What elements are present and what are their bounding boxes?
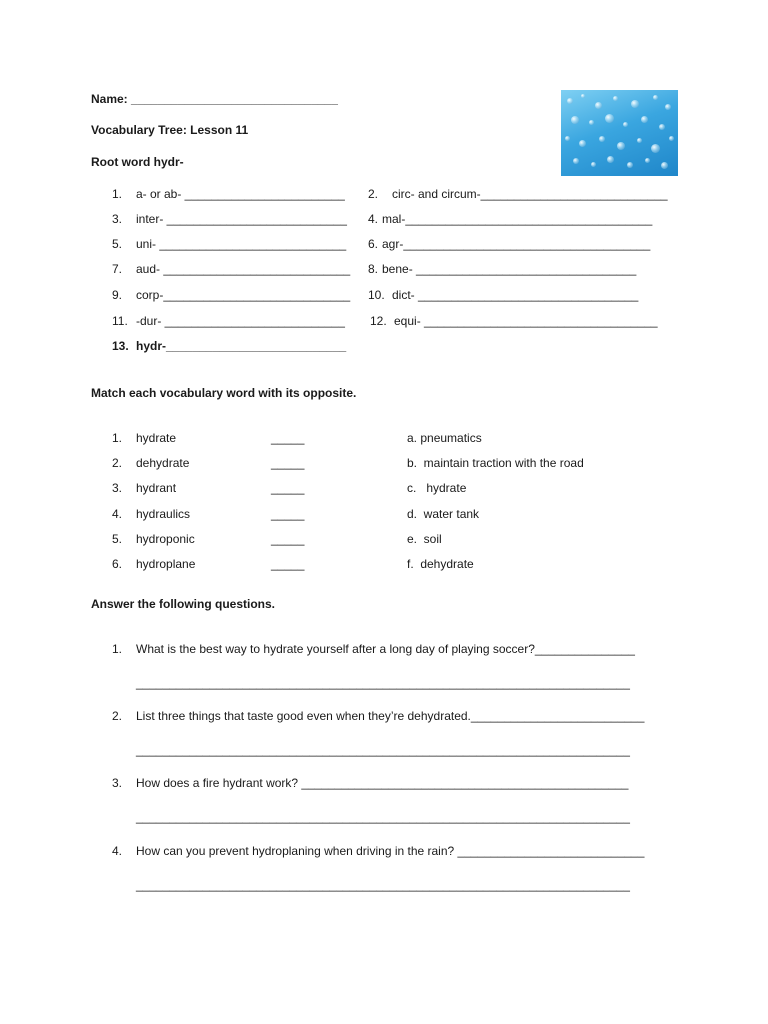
match-blank[interactable]: _____	[271, 532, 305, 546]
root-item[interactable]: 12. equi- ___________________________________	[370, 314, 658, 328]
match-option: d. water tank	[407, 507, 480, 521]
match-word: 1. hydrate	[112, 431, 177, 445]
match-blank[interactable]: _____	[271, 481, 305, 495]
question-item[interactable]: 4. How can you prevent hydroplaning when driving in the rain? ____________________________	[112, 844, 645, 858]
match-option: a. pneumatics	[407, 431, 482, 445]
questions-heading: Answer the following questions.	[91, 597, 276, 611]
root-item[interactable]: 5. uni- ____________________________	[112, 237, 347, 251]
match-option: e. soil	[407, 532, 442, 546]
root-item[interactable]: 6. agr-_____________________________________	[368, 237, 651, 251]
match-word: 5. hydroponic	[112, 532, 195, 546]
match-word: 6. hydroplane	[112, 557, 196, 571]
match-blank[interactable]: _____	[271, 557, 305, 571]
match-heading: Match each vocabulary word with its opposite.	[91, 386, 357, 400]
root-item[interactable]: 9. corp-____________________________	[112, 288, 351, 302]
match-option: f. dehydrate	[407, 557, 474, 571]
root-item[interactable]: 7. aud- ____________________________	[112, 262, 351, 276]
root-item[interactable]: 8. bene- _________________________________	[368, 262, 637, 276]
match-word: 4. hydraulics	[112, 507, 191, 521]
match-option: b. maintain traction with the road	[407, 456, 584, 470]
worksheet-title: Vocabulary Tree: Lesson 11	[91, 123, 249, 137]
answer-line[interactable]: __________________________________________________________________________	[136, 743, 630, 757]
match-blank[interactable]: _____	[271, 456, 305, 470]
root-item[interactable]: 13. hydr-___________________________	[112, 339, 347, 353]
name-field-label[interactable]: Name: _______________________________	[91, 92, 338, 106]
question-item[interactable]: 1. What is the best way to hydrate yourself after a long day of playing soccer?_______________	[112, 642, 635, 656]
answer-line[interactable]: __________________________________________________________________________	[136, 878, 630, 892]
root-item[interactable]: 11. -dur- ___________________________	[112, 314, 345, 328]
root-item[interactable]: 3. inter- ___________________________	[112, 212, 347, 226]
root-word-heading: Root word hydr-	[91, 155, 184, 169]
question-item[interactable]: 3. How does a fire hydrant work? _________________________________________________	[112, 776, 629, 790]
answer-line[interactable]: __________________________________________________________________________	[136, 676, 630, 690]
root-item[interactable]: 4. mal-_____________________________________	[368, 212, 653, 226]
match-word: 3. hydrant	[112, 481, 177, 495]
root-item[interactable]: 2. circ- and circum-____________________________	[368, 187, 668, 201]
match-blank[interactable]: _____	[271, 431, 305, 445]
root-item[interactable]: 10. dict- _________________________________	[368, 288, 639, 302]
answer-line[interactable]: __________________________________________________________________________	[136, 810, 630, 824]
water-droplets-image	[561, 90, 678, 176]
root-item[interactable]: 1. a- or ab- ________________________	[112, 187, 345, 201]
match-word: 2. dehydrate	[112, 456, 190, 470]
match-option: c. hydrate	[407, 481, 467, 495]
question-item[interactable]: 2. List three things that taste good even when they’re dehydrated.__________________________	[112, 709, 645, 723]
match-blank[interactable]: _____	[271, 507, 305, 521]
